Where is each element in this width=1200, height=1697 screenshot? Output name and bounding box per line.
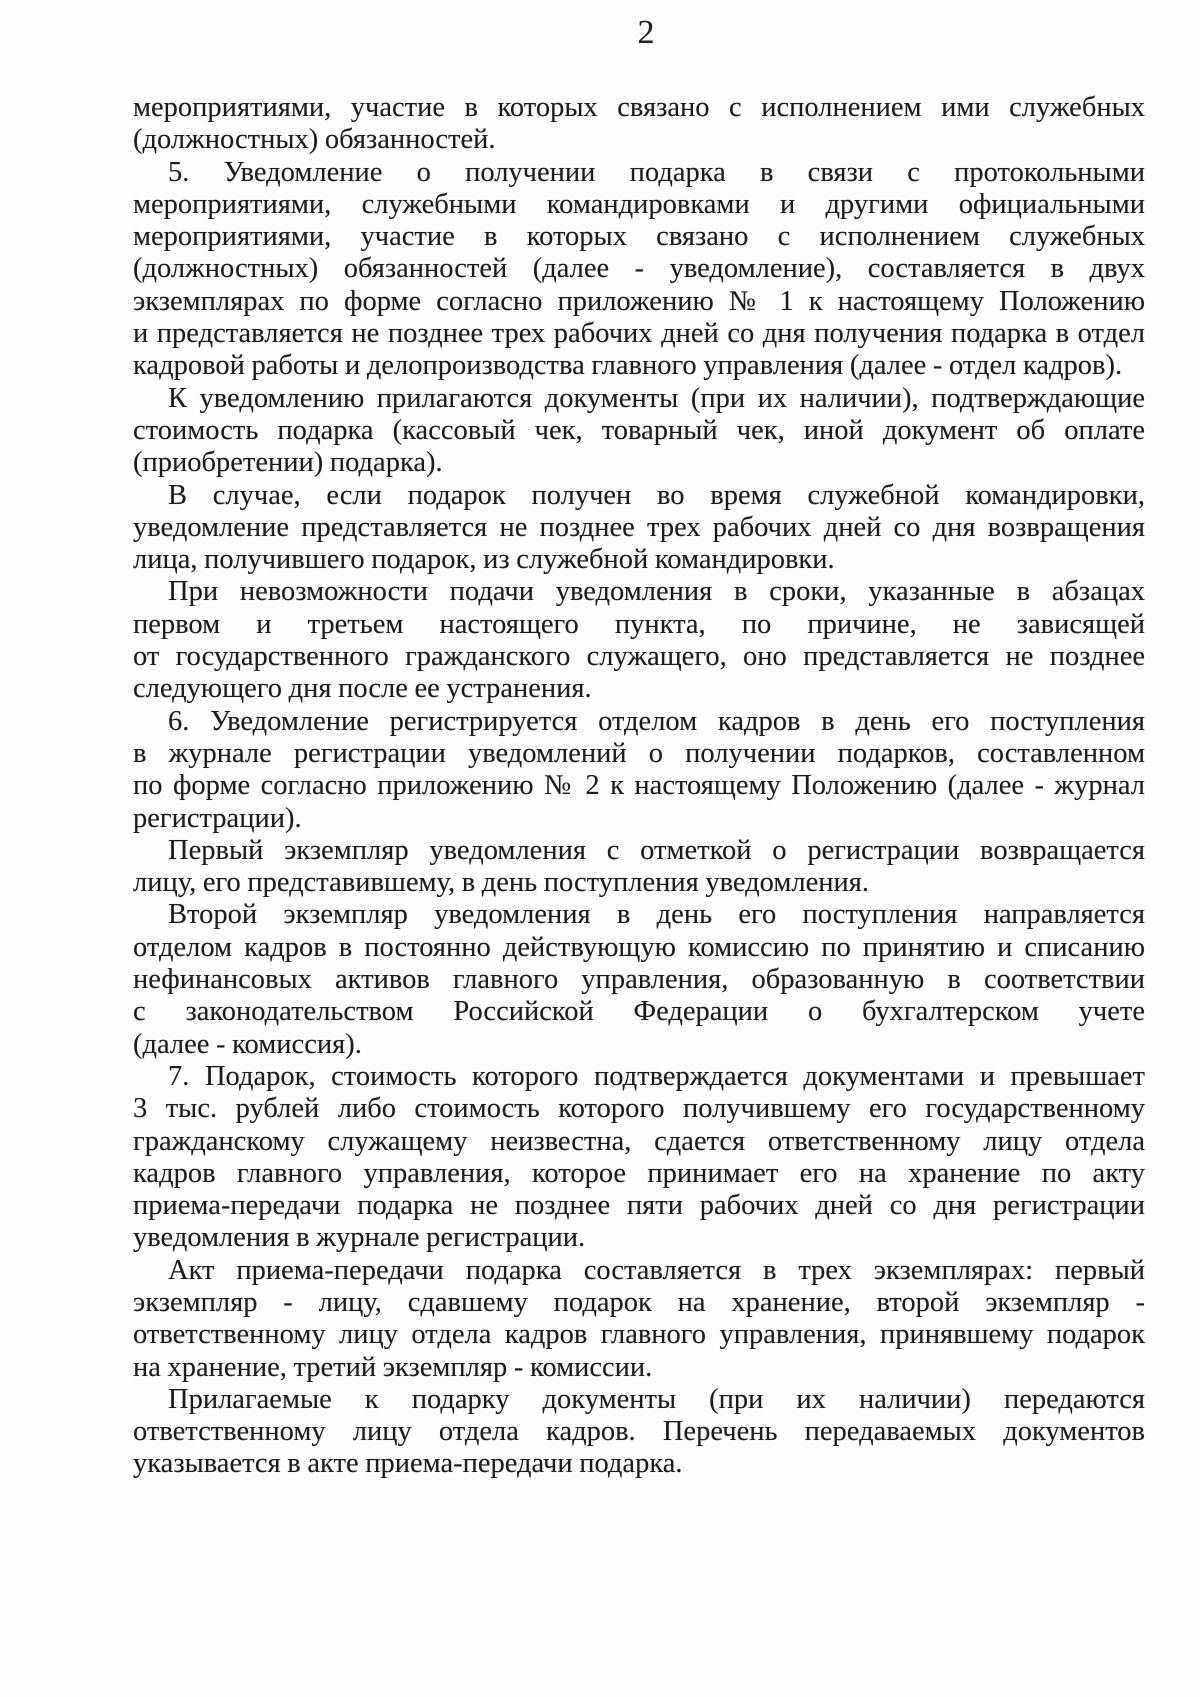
paragraph: [133, 480, 1145, 577]
text-line: (далее - комиссия).: [133, 1028, 362, 1060]
text-line: ответственному лицу отдела кадров главного управления, принявшему подарок: [133, 1319, 1145, 1351]
document-body: [133, 92, 1145, 1481]
paragraph: [133, 706, 1145, 835]
text-line: Акт приема-передачи подарка составляется в трех экземплярах: первый: [168, 1254, 1145, 1286]
text-line: экземплярах по форме согласно приложению № 1 к настоящему Положению: [133, 285, 1145, 317]
text-line: мероприятиями, служебными командировками и другими официальными: [133, 188, 1145, 220]
paragraph: [133, 1384, 1145, 1481]
text-line: регистрации).: [133, 802, 302, 834]
paragraph: [133, 1255, 1145, 1384]
text-line: 5. Уведомление о получении подарка в связи с протокольными: [168, 156, 1145, 188]
text-line: мероприятиями, участие в которых связано с исполнением ими служебных: [133, 92, 1145, 123]
text-line: указывается в акте приема-передачи подарка.: [133, 1448, 683, 1480]
text-line: по форме согласно приложению № 2 к настоящему Положению (далее - журнал: [133, 770, 1145, 802]
text-line: 6. Уведомление регистрируется отделом кадров в день его поступления: [168, 705, 1145, 737]
text-line: мероприятиями, участие в которых связано с исполнением служебных: [133, 221, 1145, 253]
text-line: Второй экземпляр уведомления в день его поступления направляется: [168, 899, 1145, 931]
text-line: уведомление представляется не позднее трех рабочих дней со дня возвращения: [133, 511, 1145, 543]
text-line: первом и третьем настоящего пункта, по причине, не зависящей: [133, 608, 1145, 640]
text-line: лицу, его представившему, в день поступления уведомления.: [133, 867, 870, 899]
text-line: с законодательством Российской Федерации о бухгалтерском учете: [133, 996, 1145, 1028]
text-line: К уведомлению прилагаются документы (при их наличии), подтверждающие: [168, 382, 1145, 414]
text-line: приема-передачи подарка не позднее пяти рабочих дней со дня регистрации: [133, 1190, 1145, 1222]
page-number: 2: [637, 14, 655, 51]
text-line: 3 тыс. рублей либо стоимость которого получившему его государственному: [133, 1093, 1145, 1125]
text-line: экземпляр - лицу, сдавшему подарок на хранение, второй экземпляр -: [133, 1286, 1145, 1318]
text-line: нефинансовых активов главного управления, образованную в соответствии: [133, 964, 1145, 996]
text-line: отделом кадров в постоянно действующую комиссию по принятию и списанию: [133, 931, 1145, 963]
paragraph: [133, 383, 1145, 480]
text-line: уведомления в журнале регистрации.: [133, 1222, 586, 1254]
text-line: ответственному лицу отдела кадров. Перечень передаваемых документов: [133, 1416, 1145, 1448]
text-line: (должностных) обязанностей.: [133, 124, 496, 156]
text-line: стоимость подарка (кассовый чек, товарный чек, иной документ об оплате: [133, 414, 1145, 446]
text-line: (должностных) обязанностей (далее - уведомление), составляется в двух: [133, 253, 1145, 285]
text-line: При невозможности подачи уведомления в сроки, указанные в абзацах: [168, 576, 1145, 608]
paragraph: [133, 835, 1145, 900]
paragraph: [133, 899, 1145, 1060]
text-line: и представляется не позднее трех рабочих дней со дня получения подарка в отдел: [133, 318, 1145, 350]
text-line: от государственного гражданского служащего, оно представляется не позднее: [133, 641, 1145, 673]
paragraph: [133, 576, 1145, 705]
text-line: (приобретении) подарка).: [133, 447, 443, 479]
text-line: следующего дня после ее устранения.: [133, 673, 592, 705]
text-line: кадровой работы и делопроизводства главного управления (далее - отдел кадров).: [133, 350, 1123, 382]
text-line: Первый экземпляр уведомления с отметкой о регистрации возвращается: [168, 834, 1145, 866]
paragraph: [133, 92, 1145, 157]
paragraph: [133, 1061, 1145, 1255]
text-line: на хранение, третий экземпляр - комиссии.: [133, 1351, 653, 1383]
text-line: Прилагаемые к подарку документы (при их наличии) передаются: [168, 1383, 1145, 1415]
text-line: В случае, если подарок получен во время служебной командировки,: [168, 479, 1145, 511]
text-line: 7. Подарок, стоимость которого подтверждается документами и превышает: [168, 1060, 1145, 1092]
text-line: в журнале регистрации уведомлений о получении подарков, составленном: [133, 737, 1145, 769]
text-line: кадров главного управления, которое принимает его на хранение по акту: [133, 1157, 1145, 1189]
text-line: лица, получившего подарок, из служебной командировки.: [133, 544, 835, 576]
text-line: гражданскому служащему неизвестна, сдается ответственному лицу отдела: [133, 1125, 1145, 1157]
paragraph: [133, 157, 1145, 383]
